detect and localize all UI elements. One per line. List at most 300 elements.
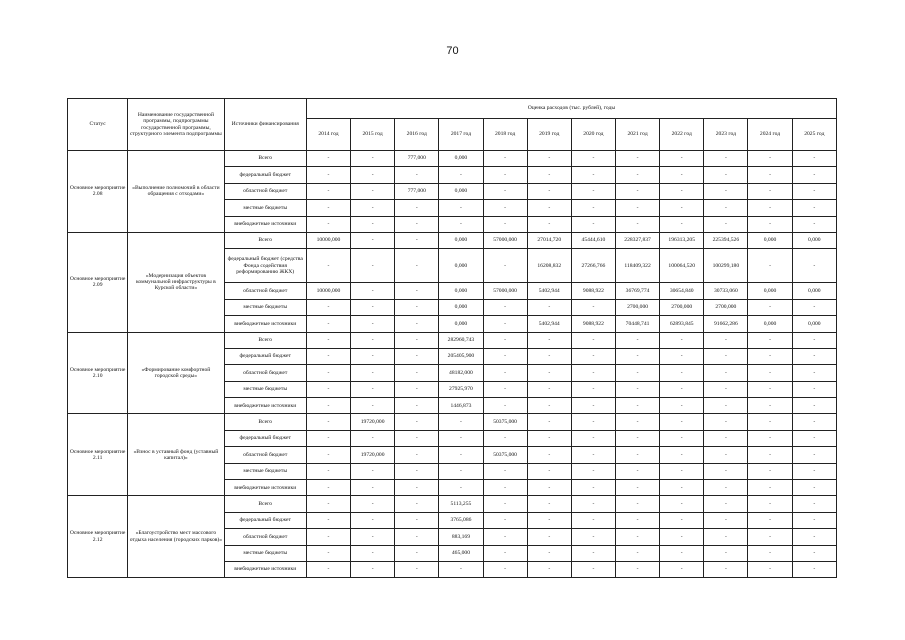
expense-value: - xyxy=(615,200,659,216)
expense-value: - xyxy=(395,316,439,332)
expense-value: 228327,837 xyxy=(615,232,659,248)
funding-source: внебюджетные источники xyxy=(224,561,306,577)
expense-value: - xyxy=(483,151,527,167)
expense-value: - xyxy=(483,299,527,315)
expense-value: - xyxy=(704,183,748,199)
expense-value: - xyxy=(351,381,395,397)
expense-value: - xyxy=(615,414,659,430)
expense-value: 0,000 xyxy=(439,151,483,167)
expense-value: - xyxy=(483,183,527,199)
expense-value: - xyxy=(306,496,350,512)
expense-value: - xyxy=(748,249,792,283)
expense-value: - xyxy=(395,332,439,348)
expense-value: - xyxy=(483,463,527,479)
expense-value: 0,000 xyxy=(439,183,483,199)
expense-value: - xyxy=(571,480,615,496)
expense-value: - xyxy=(704,151,748,167)
expense-value: - xyxy=(395,480,439,496)
expense-value: - xyxy=(351,216,395,232)
header-year: 2022 год xyxy=(660,119,704,151)
expense-value: 9088,922 xyxy=(571,316,615,332)
expense-value: - xyxy=(527,348,571,364)
expense-value: 30654,840 xyxy=(660,283,704,299)
expense-value: - xyxy=(704,414,748,430)
expense-value: - xyxy=(527,332,571,348)
expense-value: - xyxy=(704,529,748,545)
expense-value: 2700,000 xyxy=(704,299,748,315)
expense-value: 30733,060 xyxy=(704,283,748,299)
expense-value: - xyxy=(439,447,483,463)
expense-value: - xyxy=(704,365,748,381)
expense-value: 27014,720 xyxy=(527,232,571,248)
expense-value: - xyxy=(571,299,615,315)
measure-status: Основное мероприятие 2.12 xyxy=(68,496,128,578)
expense-value: - xyxy=(704,430,748,446)
expense-value: - xyxy=(483,561,527,577)
expense-value: - xyxy=(571,200,615,216)
expense-value: - xyxy=(351,332,395,348)
expense-value: - xyxy=(748,365,792,381)
expense-value: - xyxy=(351,151,395,167)
expense-value: 57000,000 xyxy=(483,232,527,248)
expense-value: 48182,000 xyxy=(439,365,483,381)
expense-value: - xyxy=(306,398,350,414)
expense-value: - xyxy=(660,398,704,414)
expense-value: - xyxy=(748,299,792,315)
expense-value: - xyxy=(660,447,704,463)
expense-value: - xyxy=(306,348,350,364)
header-estimate: Оценка расходов (тыс. рублей), годы xyxy=(306,99,836,119)
expense-value: - xyxy=(395,463,439,479)
expense-value: 10000,000 xyxy=(306,283,350,299)
expense-value: - xyxy=(483,167,527,183)
header-year: 2018 год xyxy=(483,119,527,151)
expense-value: - xyxy=(395,414,439,430)
expense-value: - xyxy=(483,529,527,545)
expense-value: 27925,970 xyxy=(439,381,483,397)
funding-source: областной бюджет xyxy=(224,283,306,299)
expense-value: 16208,832 xyxy=(527,249,571,283)
expense-value: - xyxy=(527,200,571,216)
expense-value: - xyxy=(306,529,350,545)
expense-value: - xyxy=(351,398,395,414)
expense-value: 19720,000 xyxy=(351,447,395,463)
expense-value: - xyxy=(660,463,704,479)
expense-value: - xyxy=(792,249,836,283)
expense-value: - xyxy=(351,529,395,545)
expense-value: 10000,000 xyxy=(306,232,350,248)
funding-source: федеральный бюджет xyxy=(224,348,306,364)
funding-source: федеральный бюджет (средства Фонда содействия реформированию ЖКХ) xyxy=(224,249,306,283)
expense-value: - xyxy=(351,249,395,283)
expense-value: - xyxy=(792,381,836,397)
expense-value: - xyxy=(704,398,748,414)
expense-value: - xyxy=(660,430,704,446)
funding-source: местные бюджеты xyxy=(224,299,306,315)
expense-value: - xyxy=(439,561,483,577)
expense-value: - xyxy=(704,200,748,216)
expense-value: - xyxy=(571,332,615,348)
expense-value: - xyxy=(615,398,659,414)
expense-value: - xyxy=(395,200,439,216)
measure-name: «Благоустройство мест массового отдыха населения (городских парков)» xyxy=(128,496,224,578)
funding-source: местные бюджеты xyxy=(224,545,306,561)
expense-value: - xyxy=(395,381,439,397)
expense-value: - xyxy=(792,216,836,232)
expense-value: - xyxy=(660,529,704,545)
expense-value: 0,000 xyxy=(748,232,792,248)
expense-value: - xyxy=(306,365,350,381)
table-row xyxy=(68,496,837,512)
expense-value: - xyxy=(527,463,571,479)
expense-value: - xyxy=(792,430,836,446)
expense-value: - xyxy=(571,561,615,577)
expense-value: - xyxy=(351,183,395,199)
expense-value: - xyxy=(704,348,748,364)
expense-value: - xyxy=(748,561,792,577)
table-row xyxy=(68,332,837,348)
header-year: 2023 год xyxy=(704,119,748,151)
expense-value: - xyxy=(306,183,350,199)
expense-value: - xyxy=(792,151,836,167)
expense-value: - xyxy=(306,512,350,528)
expense-value: - xyxy=(792,398,836,414)
expense-value: - xyxy=(660,332,704,348)
expense-value: 0,000 xyxy=(792,283,836,299)
expense-value: - xyxy=(615,216,659,232)
expense-value: - xyxy=(395,348,439,364)
expense-value: - xyxy=(615,365,659,381)
funding-source: Всего xyxy=(224,332,306,348)
expense-value: - xyxy=(527,496,571,512)
expense-value: 27266,766 xyxy=(571,249,615,283)
measure-status: Основное мероприятие 2.10 xyxy=(68,332,128,414)
expense-value: - xyxy=(571,545,615,561)
expense-value: - xyxy=(615,463,659,479)
expense-value: - xyxy=(351,430,395,446)
expense-value: - xyxy=(704,561,748,577)
expense-value: 50375,000 xyxy=(483,414,527,430)
expense-value: - xyxy=(615,151,659,167)
expense-value: - xyxy=(571,463,615,479)
expense-value: - xyxy=(615,183,659,199)
expense-value: - xyxy=(439,216,483,232)
expense-value: - xyxy=(439,200,483,216)
funding-source: областной бюджет xyxy=(224,183,306,199)
expense-value: - xyxy=(527,529,571,545)
expense-value: - xyxy=(704,545,748,561)
expense-value: - xyxy=(395,365,439,381)
expense-value: - xyxy=(395,398,439,414)
expense-value: - xyxy=(748,480,792,496)
expense-value: - xyxy=(660,183,704,199)
funding-source: Всего xyxy=(224,496,306,512)
expense-value: - xyxy=(792,496,836,512)
expense-value: - xyxy=(660,480,704,496)
expense-value: - xyxy=(306,463,350,479)
expense-value: - xyxy=(483,216,527,232)
expense-value: - xyxy=(792,348,836,364)
funding-source: внебюджетные источники xyxy=(224,216,306,232)
expense-value: - xyxy=(615,512,659,528)
expense-value: - xyxy=(748,332,792,348)
table-row xyxy=(68,151,837,167)
expense-value: - xyxy=(527,216,571,232)
expense-value: 1446,873 xyxy=(439,398,483,414)
expense-value: - xyxy=(306,414,350,430)
expense-value: - xyxy=(571,496,615,512)
expense-value: - xyxy=(351,480,395,496)
expense-value: 0,000 xyxy=(439,249,483,283)
expense-value: - xyxy=(527,183,571,199)
expense-value: - xyxy=(571,414,615,430)
expense-value: - xyxy=(306,430,350,446)
header-year: 2014 год xyxy=(306,119,350,151)
expense-value: - xyxy=(615,480,659,496)
expense-value: - xyxy=(792,463,836,479)
expense-value: 0,000 xyxy=(792,316,836,332)
expense-value: - xyxy=(439,430,483,446)
header-year: 2019 год xyxy=(527,119,571,151)
measure-status: Основное мероприятие 2.11 xyxy=(68,414,128,496)
expense-value: - xyxy=(351,299,395,315)
measure-name: «Формирование комфортной городской среды» xyxy=(128,332,224,414)
expense-value: - xyxy=(792,299,836,315)
expense-value: 100299,180 xyxy=(704,249,748,283)
expense-value: - xyxy=(748,496,792,512)
expense-value: - xyxy=(306,447,350,463)
header-year: 2015 год xyxy=(351,119,395,151)
expense-value: - xyxy=(306,216,350,232)
expense-value: - xyxy=(704,512,748,528)
expense-value: - xyxy=(748,167,792,183)
expense-value: - xyxy=(527,167,571,183)
expense-value: - xyxy=(527,561,571,577)
funding-source: местные бюджеты xyxy=(224,381,306,397)
expense-value: - xyxy=(483,200,527,216)
measure-name: «Выполнение полномочий в области обращения с отходами» xyxy=(128,151,224,233)
expense-value: 118409,322 xyxy=(615,249,659,283)
expense-value: - xyxy=(483,249,527,283)
expense-value: - xyxy=(483,398,527,414)
funding-source: областной бюджет xyxy=(224,365,306,381)
expense-value: - xyxy=(483,316,527,332)
expense-value: - xyxy=(395,430,439,446)
expense-value: - xyxy=(527,299,571,315)
expense-value: - xyxy=(748,200,792,216)
expense-value: - xyxy=(306,200,350,216)
expense-value: - xyxy=(660,496,704,512)
expense-value: - xyxy=(439,414,483,430)
expense-value: - xyxy=(483,545,527,561)
expense-value: - xyxy=(306,299,350,315)
header-name: Наименование государственной программы, подпрограммы государственной программы, структурного элемента подпрограммы xyxy=(128,99,224,151)
expense-value: - xyxy=(351,365,395,381)
header-year: 2020 год xyxy=(571,119,615,151)
expense-value: - xyxy=(351,463,395,479)
expense-value: - xyxy=(660,381,704,397)
expense-value: - xyxy=(660,512,704,528)
expense-value: - xyxy=(571,381,615,397)
expense-value: - xyxy=(792,561,836,577)
expense-value: - xyxy=(748,151,792,167)
table-header xyxy=(68,99,837,151)
expense-value: - xyxy=(395,167,439,183)
expense-value: - xyxy=(571,512,615,528)
expense-value: - xyxy=(615,529,659,545)
expense-value: - xyxy=(660,200,704,216)
expense-value: 3765,086 xyxy=(439,512,483,528)
expense-value: - xyxy=(351,167,395,183)
expense-value: - xyxy=(748,447,792,463)
expense-value: - xyxy=(615,430,659,446)
expense-value: - xyxy=(660,216,704,232)
expense-value: - xyxy=(792,183,836,199)
measure-name: «Модернизация объектов коммунальной инфраструктуры в Курской области» xyxy=(128,232,224,332)
expense-value: - xyxy=(615,545,659,561)
expense-value: - xyxy=(704,167,748,183)
expense-value: - xyxy=(660,365,704,381)
funding-source: местные бюджеты xyxy=(224,200,306,216)
expense-value: - xyxy=(351,200,395,216)
expense-value: - xyxy=(704,463,748,479)
expense-value: - xyxy=(792,447,836,463)
expense-value: - xyxy=(748,183,792,199)
expense-value: 465,000 xyxy=(439,545,483,561)
expense-value: - xyxy=(660,167,704,183)
expense-value: - xyxy=(748,216,792,232)
expense-value: - xyxy=(748,430,792,446)
expense-value: - xyxy=(792,529,836,545)
funding-source: федеральный бюджет xyxy=(224,512,306,528)
expense-value: - xyxy=(660,414,704,430)
expense-value: 777,000 xyxy=(395,183,439,199)
expense-value: - xyxy=(483,332,527,348)
header-year: 2017 год xyxy=(439,119,483,151)
expense-value: - xyxy=(660,561,704,577)
expense-value: - xyxy=(395,447,439,463)
expense-value: - xyxy=(306,167,350,183)
expense-value: - xyxy=(306,249,350,283)
page-number: 70 xyxy=(446,45,459,57)
expense-value: - xyxy=(439,480,483,496)
expense-value: 62893,845 xyxy=(660,316,704,332)
expense-value: 282960,743 xyxy=(439,332,483,348)
expense-value: - xyxy=(395,299,439,315)
expense-value: - xyxy=(395,283,439,299)
expense-value: 5402,944 xyxy=(527,283,571,299)
expense-value: - xyxy=(351,545,395,561)
funding-source: внебюджетные источники xyxy=(224,316,306,332)
expense-value: - xyxy=(527,447,571,463)
expense-value: - xyxy=(748,512,792,528)
expense-value: - xyxy=(306,545,350,561)
expense-value: - xyxy=(527,414,571,430)
expense-value: - xyxy=(571,430,615,446)
expense-value: - xyxy=(527,480,571,496)
expense-value: - xyxy=(483,348,527,364)
expense-value: 45444,610 xyxy=(571,232,615,248)
expense-value: - xyxy=(527,430,571,446)
expense-value: - xyxy=(571,348,615,364)
expense-value: - xyxy=(615,348,659,364)
expense-value: - xyxy=(792,200,836,216)
measure-name: «Взнос в уставный фонд (уставный капитал)» xyxy=(128,414,224,496)
expense-value: - xyxy=(483,430,527,446)
funding-source: областной бюджет xyxy=(224,529,306,545)
expense-value: 57000,000 xyxy=(483,283,527,299)
expense-value: - xyxy=(704,447,748,463)
expense-value: 0,000 xyxy=(439,232,483,248)
expense-value: - xyxy=(571,529,615,545)
expense-value: - xyxy=(615,561,659,577)
expense-value: - xyxy=(395,512,439,528)
header-year: 2016 год xyxy=(395,119,439,151)
header-year: 2024 год xyxy=(748,119,792,151)
expense-value: 205405,900 xyxy=(439,348,483,364)
expense-value: - xyxy=(704,480,748,496)
expense-value: - xyxy=(748,529,792,545)
expense-value: - xyxy=(351,348,395,364)
expense-value: - xyxy=(571,365,615,381)
expense-value: 2700,000 xyxy=(660,299,704,315)
expense-value: - xyxy=(748,348,792,364)
expense-value: - xyxy=(792,512,836,528)
expense-value: 19720,000 xyxy=(351,414,395,430)
expense-value: - xyxy=(792,414,836,430)
header-status: Статус xyxy=(68,99,128,151)
expense-value: - xyxy=(306,480,350,496)
funding-source: областной бюджет xyxy=(224,447,306,463)
expense-value: - xyxy=(615,447,659,463)
expense-value: - xyxy=(483,512,527,528)
expense-value: - xyxy=(395,249,439,283)
expense-value: - xyxy=(527,381,571,397)
expense-value: 50375,000 xyxy=(483,447,527,463)
funding-source: местные бюджеты xyxy=(224,463,306,479)
expense-value: - xyxy=(748,398,792,414)
expense-value: - xyxy=(483,480,527,496)
expense-value: - xyxy=(615,381,659,397)
expense-value: - xyxy=(483,381,527,397)
expense-value: 2700,000 xyxy=(615,299,659,315)
expense-value: - xyxy=(704,216,748,232)
expense-value: 196313,205 xyxy=(660,232,704,248)
expense-value: - xyxy=(439,167,483,183)
expense-value: - xyxy=(395,232,439,248)
expense-value: - xyxy=(395,529,439,545)
header-year: 2021 год xyxy=(615,119,659,151)
expense-value: - xyxy=(527,151,571,167)
expense-value: - xyxy=(351,512,395,528)
measure-status: Основное мероприятие 2.09 xyxy=(68,232,128,332)
expense-value: - xyxy=(571,447,615,463)
expense-value: - xyxy=(395,545,439,561)
expense-value: - xyxy=(351,316,395,332)
expense-value: - xyxy=(571,398,615,414)
expense-value: - xyxy=(527,512,571,528)
expense-value: - xyxy=(351,283,395,299)
expense-value: - xyxy=(351,232,395,248)
expense-value: - xyxy=(571,167,615,183)
expense-value: - xyxy=(439,463,483,479)
funding-source: внебюджетные источники xyxy=(224,398,306,414)
funding-source: Всего xyxy=(224,414,306,430)
expense-value: - xyxy=(527,365,571,381)
expense-value: 0,000 xyxy=(439,283,483,299)
expense-value: 0,000 xyxy=(792,232,836,248)
expense-value: 70448,741 xyxy=(615,316,659,332)
